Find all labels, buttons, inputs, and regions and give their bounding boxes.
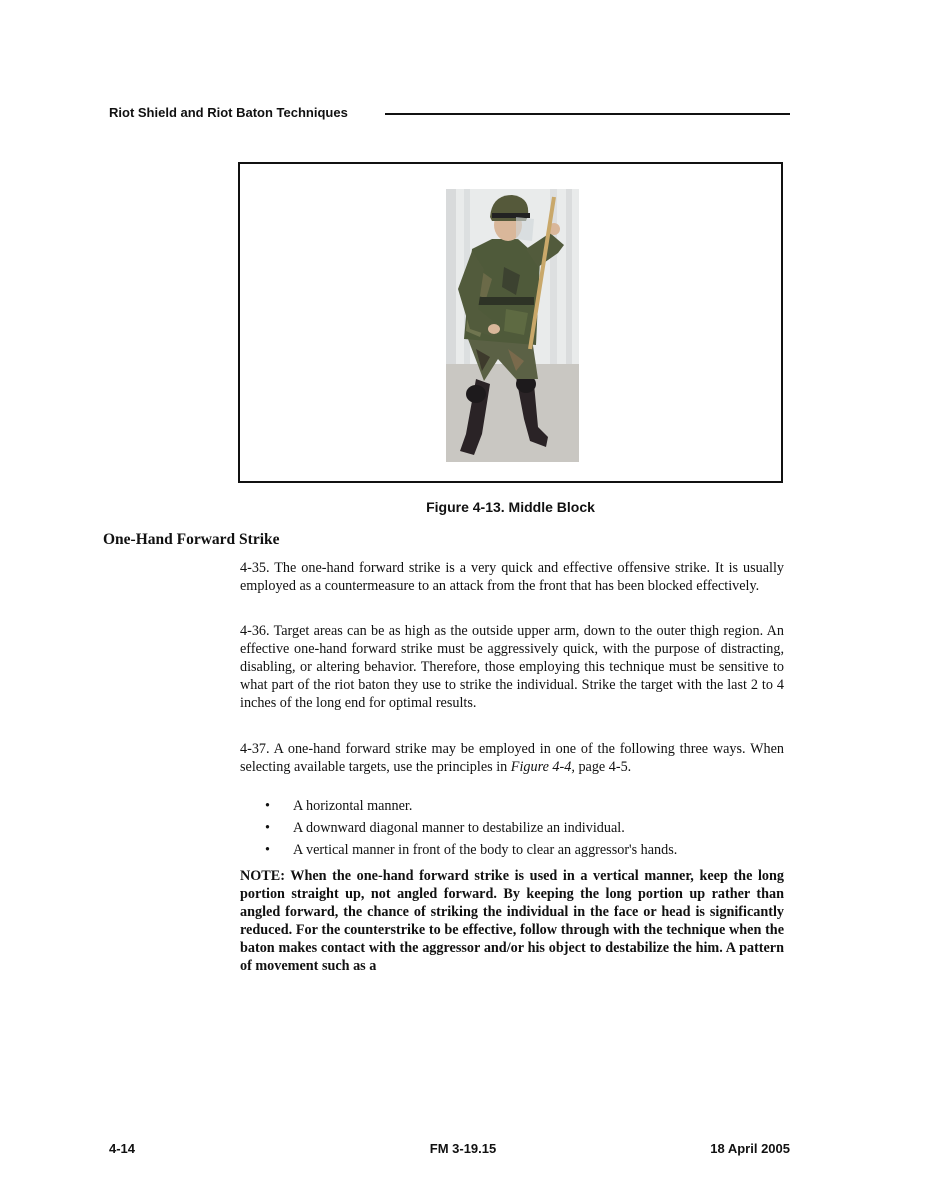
paragraph-4-37	[240, 740, 784, 776]
list-item	[240, 841, 784, 863]
list-item-text: A vertical manner in front of the body to clear an aggressor's hands.	[293, 842, 678, 858]
running-head: Riot Shield and Riot Baton Techniques	[109, 105, 348, 120]
figure-caption: Figure 4-13. Middle Block	[426, 499, 595, 515]
footer-page-number: 4-14	[109, 1141, 136, 1156]
paragraph-4-36: 4-36. Target areas can be as high as the outside upper arm, down to the outer thigh region. An effective one-hand forward strike must be aggressively quick, with the purpose of distracting, disabling, or altering behavior. Therefore, those employing this technique must be sensitive to what part of the riot baton they use to strike the individual. Strike the target with the last 2 to 4 inches of the long end for optimal results.	[240, 623, 784, 711]
page-reference: page 4-5.	[574, 759, 632, 775]
list-item-text: A horizontal manner.	[293, 798, 413, 814]
note-paragraph: NOTE: When the one-hand forward strike is used in a vertical manner, keep the long portion straight up, not angled forward. By keeping the long portion up rather than angled forward, the chance of striking the individual in the face or head is significantly reduced. For the counterstrike to be effective, follow through with the technique when the baton makes contact with the aggressor and/or his object to destabilize the him. A pattern of movement such as a	[240, 868, 784, 974]
paragraph-4-35: 4-35. The one-hand forward strike is a very quick and effective offensive strike. It is usually employed as a countermeasure to an attack from the front that has been blocked effectively.	[240, 560, 784, 594]
soldier-photo-icon	[446, 189, 579, 462]
figure-frame	[238, 162, 783, 483]
list-item	[240, 797, 784, 819]
bullet-list	[240, 797, 784, 863]
header-rule	[385, 113, 790, 115]
section-heading: One-Hand Forward Strike	[103, 531, 280, 548]
list-item-text: A downward diagonal manner to destabilize an individual.	[293, 820, 625, 836]
list-item	[240, 819, 784, 841]
bullet-icon: •	[265, 842, 270, 858]
figure-reference: Figure 4-4,	[510, 759, 575, 775]
bullet-icon: •	[265, 820, 270, 836]
footer-date: 18 April 2005	[710, 1141, 790, 1156]
paragraph-4-37-text: 4-37. A one-hand forward strike may be employed in one of the following three ways. When selecting available targets, use the principles in	[240, 741, 784, 775]
footer-manual-number: FM 3-19.15	[429, 1141, 497, 1156]
bullet-icon: •	[265, 798, 270, 814]
